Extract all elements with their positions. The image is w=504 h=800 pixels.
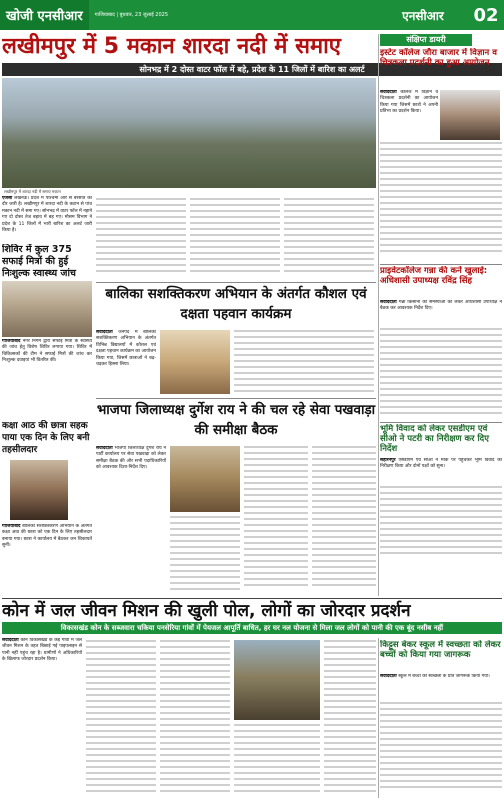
durgesh-headline: भाजपा जिलाध्यक्ष दुर्गेश राय ने की चल रहे सेवा पखवाड़ा की समीक्षा बैठक (96, 402, 376, 438)
page-number: 02 (473, 4, 499, 26)
rule-sidebar-3 (380, 422, 502, 423)
durgesh-body: संवाददाता भाजपा जिलाध्यक्ष दुर्गेश राय ने पार्टी कार्यालय पर सेवा पखवाड़ा को लेकर समीक्षा बैठक की और सभी पदाधिकारियों को आवश्यक दिशा-निर्देश दिए। (96, 446, 166, 471)
rule-sidebar-2 (380, 264, 502, 265)
durgesh-body-col-3 (244, 446, 308, 596)
sidebar-item3-byline: सहारनपुर (380, 458, 396, 463)
rule-durgesh-top (96, 398, 376, 399)
skill-body-col-2 (234, 330, 374, 394)
bottom-body-col-4 (234, 724, 320, 796)
lead-strap: सोनभद्र में 2 दोस्त वाटर फॉल में बहे, प्रदेश के 11 जिलों में बारिश का अलर्ट (2, 63, 502, 76)
durgesh-byline: संवाददाता (96, 446, 113, 451)
skill-photo (160, 330, 230, 394)
rule-skill-top (96, 282, 376, 283)
issue-meta: गाजियाबाद | बुधवार, 23 जुलाई 2025 (94, 11, 169, 18)
health-byline: गाजियाबाद (2, 339, 21, 344)
sidebar-item4-byline: संवाददाता (380, 674, 397, 679)
sidebar-item3-more (380, 486, 502, 556)
sidebar-item1-photo (440, 90, 500, 140)
rule-bottom (2, 598, 502, 599)
student-body: गाजियाबाद बालिका सशक्तिकरण अभियान के अंतर्गत कक्षा आठ की छात्रा को एक दिन के लिए तहसीलदार बनाया गया। छात्रा ने कार्यालय में बैठकर जन शिकायतें सुनीं। (2, 524, 92, 549)
sidebar-divider (378, 34, 379, 596)
sidebar-item2-more (380, 328, 502, 418)
sidebar-item4-headline: किट्टुस बेकर स्कूल में स्वच्छता को लेकर बच्चों को किया गया जागरूक (380, 640, 501, 660)
health-body: गाजियाबाद नगर निगम द्वारा सफाई मित्रों के स्वास्थ्य की जांच हेतु विशेष शिविर लगाया गया। शिविर में चिकित्सकों की टीम ने सफाई मित्रों की जांच कर निःशुल्क दवाइयां भी वितरित कीं। (2, 339, 92, 364)
lead-body-col-3 (190, 198, 280, 278)
masthead (0, 0, 504, 30)
bottom-body: संवाददाता कोन विकासखंड के कई गांवों में जल जीवन मिशन के तहत बिछाई गई पाइपलाइन से पानी नहीं पहुंच रहा है। ग्रामीणों ने अधिकारियों के खिलाफ जोरदार प्रदर्शन किया। (2, 638, 82, 663)
bottom-photo (234, 640, 320, 720)
sidebar-item1-more (380, 142, 502, 260)
skill-byline: संवाददाता (96, 330, 113, 335)
health-photo (2, 281, 92, 337)
bottom-body-col-5 (324, 640, 376, 796)
skill-body: संवाददाता जनपद में बालिका सशक्तिकरण अभियान के अंतर्गत विभिन्न विद्यालयों में कौशल एवं दक्षता पहचान कार्यक्रम का आयोजन किया गया, जिसमें छात्राओं ने बढ़-चढ़कर हिस्सा लिया। (96, 330, 156, 368)
durgesh-photo (170, 446, 240, 512)
lead-byline: एजेंसी (2, 196, 13, 201)
bottom-body-col-3 (160, 640, 230, 796)
brand-logo: खोजी एनसीआर (0, 0, 89, 30)
lead-body (2, 196, 92, 244)
bottom-byline: संवाददाता (2, 638, 19, 643)
lead-headline: लखीमपुर में 5 मकान शारदा नदी में समाए (2, 34, 341, 59)
student-byline: गाजियाबाद (2, 524, 21, 529)
bottom-headline: कोन में जल जीवन मिशन की खुली पोल, लोगों का जोरदार प्रदर्शन (2, 601, 411, 621)
sidebar-item1-byline: संवाददाता (380, 90, 397, 95)
health-headline: शिविर में कुल 375 सफाई मित्रों की हुई निःशुल्क स्वास्थ्य जांच (2, 244, 76, 279)
lead-photo-caption: लखीमपुर में शारदा नदी में समाए मकान (4, 189, 61, 194)
student-photo (10, 460, 68, 520)
bottom-strap: विकासखंड कोन के सब्जवारा चकिया पनसेरिया गांवों में पेयजल आपूर्ति बाधित, हर घर नल योजना से मिला जल लोगों को पानी की एक बूंद नसीब नहीं (2, 622, 502, 634)
student-headline: कक्षा आठ की छात्रा सहक पाया एक दिन के लिए बनी तहसीलदार (2, 421, 90, 455)
sidebar-item4-more (380, 702, 502, 796)
section-title: एनसीआर (402, 8, 444, 23)
sidebar-divider-bottom (378, 638, 379, 798)
sidebar-item2-body: संवाददाता गन्ना किसानों की समस्याओं को लेकर अधिशासी उपाध्यक्ष ने बैठक कर आवश्यक निर्देश दिए। (380, 300, 502, 312)
lead-photo (2, 78, 376, 188)
sidebar-item1-headline: इस्टेट कॉलेज जौरा बाजार में विज्ञान व चित्रकला प्रदर्शनी का हुआ आयोजन (380, 48, 497, 68)
skill-headline: बालिका सशक्तिकरण अभियान के अंतर्गत कौशल एवं दक्षता पहवान कार्यक्रम (105, 286, 367, 322)
durgesh-body-col-2 (170, 516, 240, 596)
lead-intro: लखनऊ। प्रदेश में पश्चिमी ओर से बरसात का दौर जारी है। लखीमपुर में शारदा नदी के कटान से पांच मकान नदी में समा गए। सोनभद्र में वाटर फॉल में नहाने गए दो दोस्त तेज बहाव में बह गए। मौसम विभाग ने प्रदेश के 11 जिलों में भारी बारिश का अलर्ट जारी किया है। (2, 196, 92, 234)
sidebar-item2-byline: संवाददाता (380, 300, 397, 305)
sidebar-item3-body: सहारनपुर एसडीएम एवं सीओ ने मौके पर पहुंचकर भूमि विवाद का निरीक्षण किया और दोनों पक्षों को सुना। (380, 458, 502, 470)
sidebar-item1-body: संवाददाता कॉलेज में विज्ञान व चित्रकला प्रदर्शनी का आयोजन किया गया जिसमें छात्रों ने अपनी प्रतिभा का प्रदर्शन किया। (380, 90, 438, 115)
bottom-story-head (2, 600, 502, 634)
sidebar-item2-headline: प्राइवेटकॉलेज गन्ना की कर्ने खुलाई: अधिशासी उपाध्यक्ष रविंद्र सिंह (380, 266, 488, 286)
durgesh-body-col-4 (312, 446, 376, 596)
sidebar-section-title: संक्षिप्त डायरी (380, 34, 472, 46)
bottom-body-col-2 (86, 640, 156, 796)
sidebar-item4-body: संवाददाता स्कूल में बच्चों को स्वच्छता के प्रति जागरूक किया गया। (380, 674, 490, 679)
lead-body-col-2 (96, 198, 186, 278)
sidebar-item3-headline: भूमि विवाद को लेकर एसडीएम एवं सीओ ने पटरी का निरीक्षण कर दिए निर्देश (380, 424, 489, 454)
lead-body-col-4 (284, 198, 374, 278)
